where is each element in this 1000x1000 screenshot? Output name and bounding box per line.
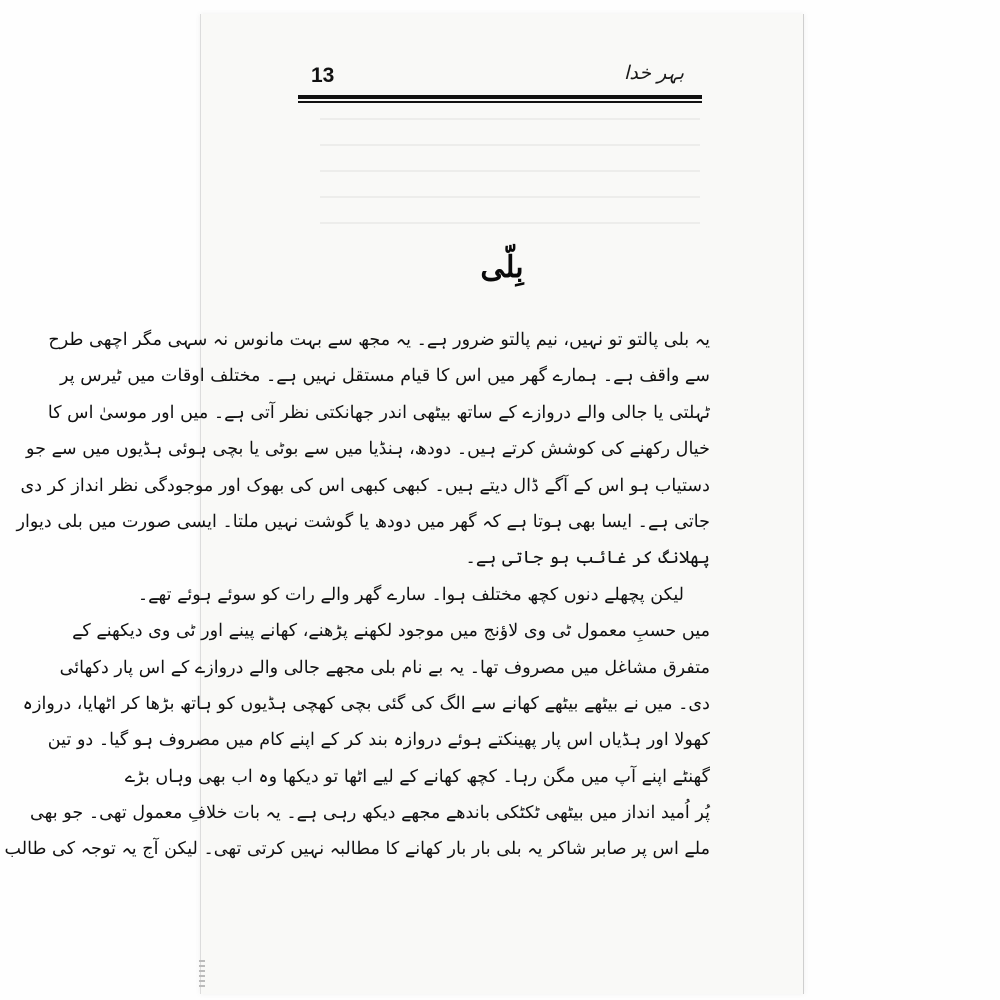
text-line: متفرق مشاغل میں مصروف تھا۔ یہ بے نام بلی مجھے جالی والے دروازے کے اس پار دکھائی — [59, 657, 710, 678]
chapter-title: بِلّی — [480, 250, 524, 285]
text-line: کھولا اور ہڈیاں اس پار پھینکتے ہوئے دروازہ بند کر کے اپنے کام میں مصروف ہو گیا۔ دو تین — [47, 730, 710, 751]
scan-edge-mark — [199, 960, 205, 990]
text-line: ملے اس پر صابر شاکر یہ بلی بار بار کھانے کا مطالبہ نہیں کرتی تھی۔ لیکن آج یہ توجہ کی طالب — [4, 839, 710, 860]
text-line: پُر اُمید انداز میں بیٹھی ٹکٹکی باندھے مجھے دیکھ رہی ہے۔ یہ بات خلافِ معمول تھی۔ جو بھی — [30, 803, 710, 824]
text-line: دستیاب ہو اس کے آگے ڈال دیتے ہیں۔ کبھی کبھی اس کی بھوک اور موجودگی نظر انداز کر دی — [20, 475, 710, 496]
page-number: 13 — [311, 64, 335, 87]
text-line: دی۔ میں نے بیٹھے بیٹھے کھانے سے الگ کی گئی بچی کھچی ہڈیوں کو ہاتھ بڑھا کر اٹھایا، دروازہ — [22, 693, 710, 714]
text-line: گھنٹے اپنے آپ میں مگن رہا۔ کچھ کھانے کے لیے اٹھا تو دیکھا وہ اب بھی وہاں بڑے — [124, 766, 710, 787]
bleed-through-text — [320, 118, 700, 228]
text-line: جاتی ہے۔ ایسا بھی ہوتا ہے کہ گھر میں دودھ یا گوشت نہیں ملتا۔ ایسی صورت میں بلی دیوار — [16, 511, 710, 532]
text-line: خیال رکھنے کی کوشش کرتے ہیں۔ دودھ، ہنڈیا میں سے بوٹی یا بچی ہوئی ہڈیوں میں سے جو — [26, 439, 710, 460]
text-line: ٹہلتی یا جالی والے دروازے کے ساتھ بیٹھی اندر جھانکتی نظر آتی ہے۔ میں اور موسیٰ اس کا — [47, 402, 710, 423]
header-rule-thick — [298, 95, 702, 99]
page-header — [300, 60, 700, 90]
header-rule-thin — [298, 101, 702, 103]
text-line: لیکن پچھلے دنوں کچھ مختلف ہوا۔ سارے گھر والے رات کو سوئے ہوئے تھے۔ — [137, 584, 684, 605]
text-line: یہ بلی پالتو تو نہیں، نیم پالتو ضرور ہے۔ یہ مجھ سے بہت مانوس نہ سہی مگر اچھی طرح — [48, 330, 710, 350]
running-title: بہر خدا — [624, 62, 684, 84]
text-line: پھلانگ کر غائب ہو جاتی ہے۔ — [465, 548, 710, 569]
text-line: میں حسبِ معمول ٹی وی لاؤنج میں موجود لکھنے پڑھنے، کھانے پینے اور ٹی وی دیکھنے کے — [72, 621, 710, 642]
body-text — [4, 322, 710, 868]
text-line: سے واقف ہے۔ ہمارے گھر میں اس کا قیام مستقل نہیں ہے۔ مختلف اوقات میں ٹیرس پر — [60, 366, 710, 387]
